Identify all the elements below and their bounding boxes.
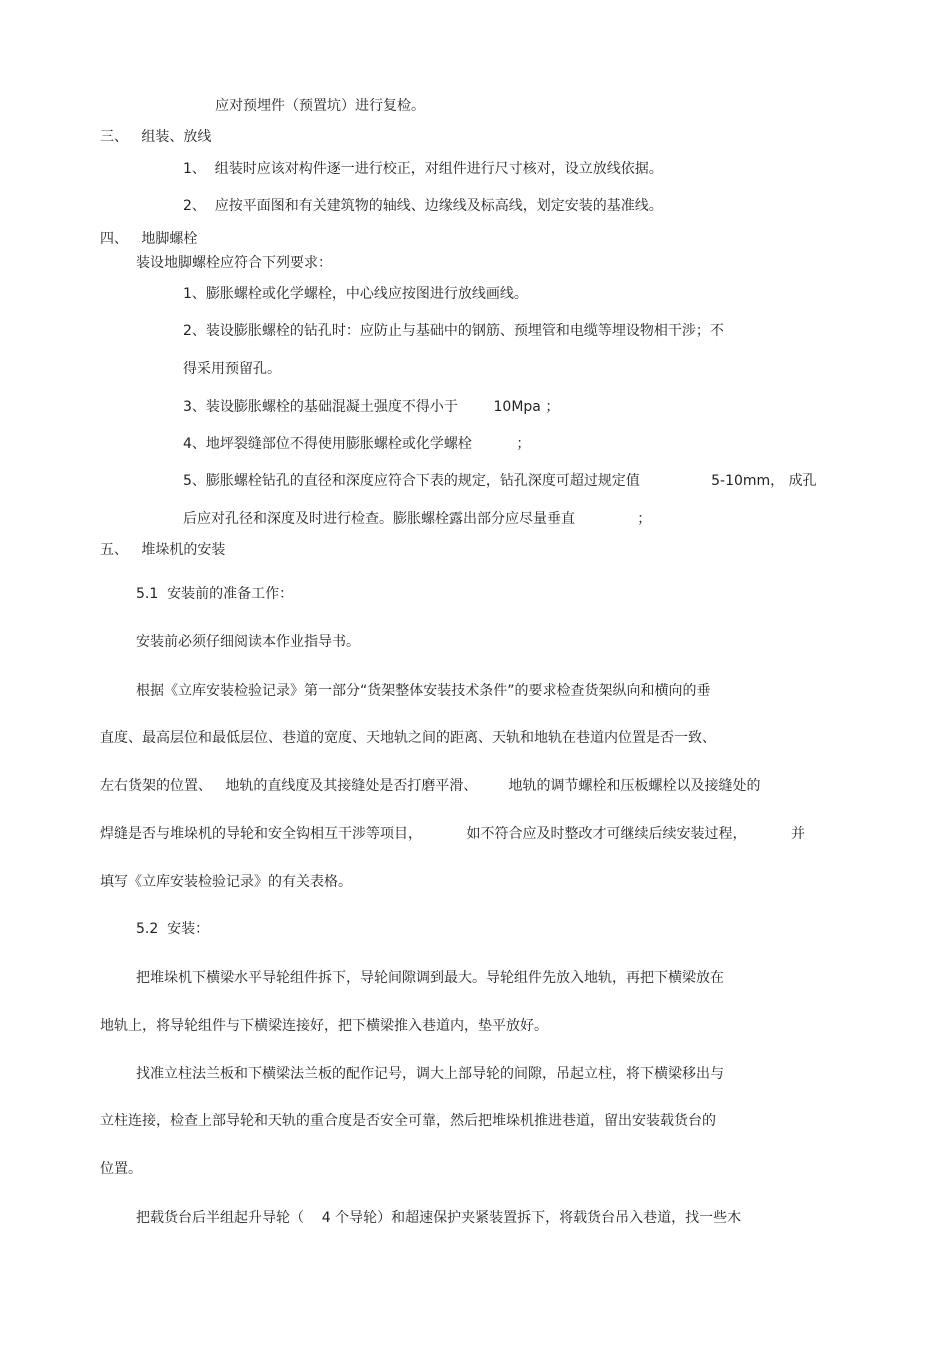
text-line: 把堆垛机下横梁水平导轮组件拆下，导轮间隙调到最大。导轮组件先放入地轨，再把下横梁放在 xyxy=(136,970,724,986)
text-line: 得采用预留孔。 xyxy=(183,361,281,377)
text-line: 装设地脚螺栓应符合下列要求： xyxy=(136,255,332,271)
text-line: 后应对孔径和深度及时进行检查。膨胀螺栓露出部分应尽量垂直 ； xyxy=(183,511,652,527)
text-line: 填写《立库安装检验记录》的有关表格。 xyxy=(100,874,352,890)
text-line: 根据《立库安装检验记录》第一部分“货架整体安装技术条件”的要求检查货架纵向和横向的垂 xyxy=(136,683,711,699)
text-line: 安装前必须仔细阅读本作业指导书。 xyxy=(136,634,360,650)
section-heading: 五、 堆垛机的安装 xyxy=(100,542,226,558)
text-line: 应对预埋件（预置坑）进行复检。 xyxy=(215,98,425,114)
list-item: 3、装设膨胀螺栓的基础混凝土强度不得小于 10Mpa ； xyxy=(183,399,560,415)
text-line: 找准立柱法兰板和下横梁法兰板的配作记号，调大上部导轮的间隙，吊起立柱，将下横梁移出与 xyxy=(136,1066,724,1082)
subsection-heading: 5.1 安装前的准备工作： xyxy=(136,586,294,602)
text-line: 直度、最高层位和最低层位、巷道的宽度、天地轨之间的距离、天轨和地轨在巷道内位置是否一致、 xyxy=(100,730,716,746)
list-item: 2、 应按平面图和有关建筑物的轴线、边缘线及标高线，划定安装的基准线。 xyxy=(183,198,663,214)
subsection-heading: 5.2 安装： xyxy=(136,921,210,937)
list-item: 2、装设膨胀螺栓的钻孔时：应防止与基础中的钢筋、预埋管和电缆等埋设物相干涉；不 xyxy=(183,323,724,339)
text-line: 焊缝是否与堆垛机的导轮和安全钩相互干涉等项目， 如不符合应及时整改才可继续后续安装过程， 并 xyxy=(100,826,806,842)
text-line: 左右货架的位置、 地轨的直线度及其接缝处是否打磨平滑、 地轨的调节螺栓和压板螺栓以及接缝处的 xyxy=(100,778,761,794)
section-heading: 四、 地脚螺栓 xyxy=(100,231,198,247)
list-item: 1、膨胀螺栓或化学螺栓，中心线应按图进行放线画线。 xyxy=(183,286,528,302)
list-item: 4、地坪裂缝部位不得使用膨胀螺栓或化学螺栓 ； xyxy=(183,436,531,452)
text-line: 地轨上，将导轮组件与下横梁连接好，把下横梁推入巷道内，垫平放好。 xyxy=(100,1018,548,1034)
section-heading: 三、 组装、放线 xyxy=(100,129,212,145)
list-item: 5、膨胀螺栓钻孔的直径和深度应符合下表的规定，钻孔深度可超过规定值 5-10mm， 成孔 xyxy=(183,473,817,489)
text-line: 立柱连接，检查上部导轮和天轨的重合度是否安全可靠，然后把堆垛机推进巷道，留出安装载货台的 xyxy=(100,1113,716,1129)
list-item: 1、 组装时应该对构件逐一进行校正，对组件进行尺寸核对，设立放线依据。 xyxy=(183,161,663,177)
text-line: 把载货台后半组起升导轮（ 4 个导轮）和超速保护夹紧装置拆下，将载货台吊入巷道，找一些木 xyxy=(136,1210,742,1226)
text-line: 位置。 xyxy=(100,1161,142,1177)
